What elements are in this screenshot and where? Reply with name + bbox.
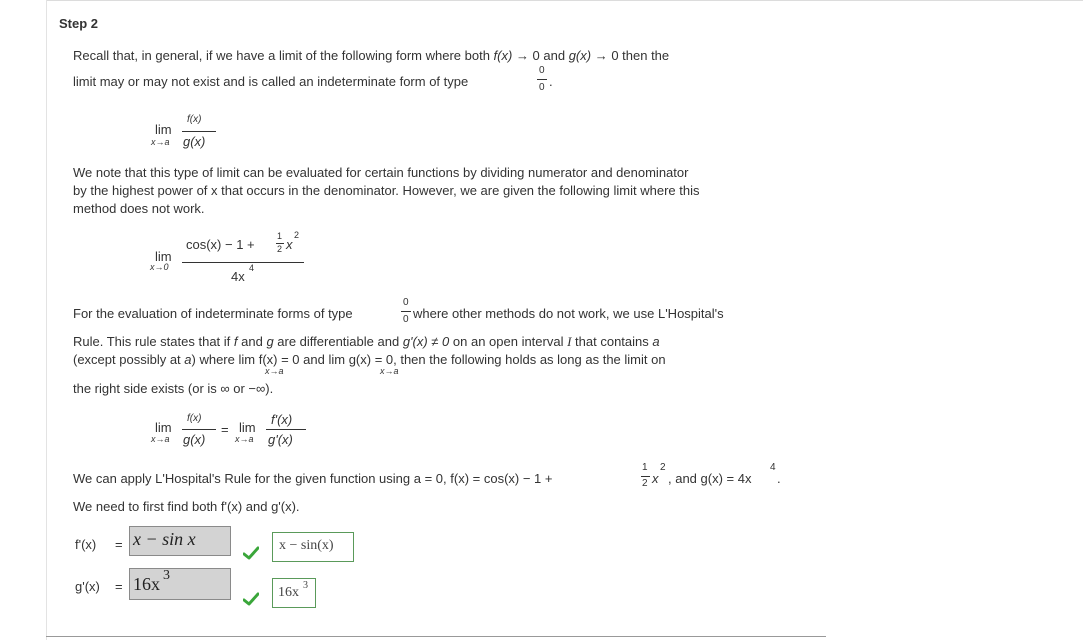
rule-a: a: [652, 334, 660, 349]
intro-line-1: [73, 47, 669, 65]
formula2-half-numerator: 1: [277, 231, 283, 241]
rule-line-2: [73, 333, 660, 351]
rule-a2: a: [184, 352, 192, 367]
note-line-1: We note that this type of limit can be evaluated for certain functions by dividing numerator and denominator: [73, 165, 689, 180]
rule-f: f: [233, 334, 238, 349]
answer-fprime-label: f'(x): [75, 537, 97, 552]
note-line-2: by the highest power of x that occurs in the denominator. However, we are given the following limit where this: [73, 183, 700, 198]
rule-line-3: [73, 351, 666, 369]
formula2-denominator: 4x: [231, 269, 245, 284]
formula1-subscript: x→a: [151, 137, 170, 147]
formula3-denominator-left: g(x): [183, 432, 206, 447]
rule-line-3b: ) where: [191, 352, 239, 367]
formula3-equals: =: [221, 422, 229, 437]
rule-line-1b: where other methods do not work, we use L'Hospital's: [413, 306, 724, 321]
intro-text: Recall that, in general, if we have a limit of the following form where both: [73, 48, 494, 63]
formula2-half-denominator: 2: [277, 244, 283, 254]
need-line: We need to first find both f'(x) and g'(x).: [73, 499, 300, 514]
formula1-numerator: f(x): [187, 114, 202, 125]
formula3-lim-left: lim: [155, 420, 172, 435]
answer-fprime-preview: [272, 532, 354, 562]
rule-lim2-subscript: x→a: [380, 366, 399, 376]
apply-half-denominator: 2: [642, 478, 648, 489]
formula3-numerator-right: f'(x): [271, 412, 293, 427]
bottom-divider: [46, 636, 826, 637]
rule-lim1-tail: f(x) = 0 and: [258, 352, 329, 367]
formula2-x: x: [286, 237, 293, 252]
rule-line-2b: are differentiable and: [273, 334, 403, 349]
intro-type-bar: [537, 79, 547, 80]
apply-assignments: a = 0, f(x) = cos(x) − 1 +: [413, 471, 553, 486]
rule-gprime: g'(x) ≠ 0: [402, 334, 450, 349]
formula3-bar-left: [182, 429, 216, 430]
apply-text-b: , and g(x) = 4x: [668, 471, 752, 486]
formula3-lim-right: lim: [239, 420, 256, 435]
formula3-numerator-left: f(x): [187, 413, 202, 424]
intro-arrow-then: → 0 then the: [591, 48, 670, 63]
rule-line-3a: (except possibly at: [73, 352, 185, 367]
formula2-denominator-exponent: 4: [249, 263, 255, 273]
left-divider: [46, 0, 47, 640]
formula1-lim: lim: [155, 122, 172, 137]
intro-type-denominator: 0: [539, 82, 545, 93]
rule-line-1a: For the evaluation of indeterminate forms of type: [73, 306, 353, 321]
rule-lim1: lim: [238, 352, 256, 367]
formula1-denominator: g(x): [183, 134, 206, 149]
check-icon: [243, 546, 259, 560]
rule-line-2c: on an open interval: [449, 334, 568, 349]
intro-line-2: limit may or may not exist and is called an indeterminate form of type: [73, 74, 469, 89]
formula3-subscript-right: x→a: [235, 434, 254, 444]
apply-period: .: [777, 471, 781, 486]
apply-text-a: We can apply L'Hospital's Rule for the given function using: [73, 471, 414, 486]
rule-lim2: lim: [328, 352, 346, 367]
answer-gprime-preview: [272, 578, 316, 608]
step-title: Step 2: [59, 16, 99, 31]
rule-g: g: [266, 334, 274, 349]
formula2-bar: [182, 262, 304, 263]
answer-gprime-value-exponent: 3: [163, 568, 170, 583]
formula3-subscript-left: x→a: [151, 434, 170, 444]
intro-period: .: [549, 74, 553, 89]
answer-gprime-equals: =: [115, 579, 123, 594]
rule-interval-i: I: [567, 334, 572, 349]
rule-lim1-subscript: x→a: [265, 366, 284, 376]
intro-fx: f(x): [493, 48, 513, 63]
answer-fprime-value: x − sin x: [133, 529, 196, 549]
answer-gprime-value-base: 16x: [133, 574, 160, 594]
apply-half-bar: [641, 476, 650, 477]
answer-gprime-preview-base: 16x: [278, 585, 299, 600]
note-line-3: method does not work.: [73, 201, 205, 216]
rule-line-4: the right side exists (or is ∞ or −∞).: [73, 381, 274, 396]
rule-and: and: [237, 334, 267, 349]
intro-arrow-and: → 0 and: [512, 48, 569, 63]
formula3-bar-right: [266, 429, 306, 430]
intro-gx: g(x): [568, 48, 592, 63]
intro-type-numerator: 0: [539, 65, 545, 76]
answer-gprime-preview-exponent: 3: [303, 580, 308, 591]
apply-half-numerator: 1: [642, 462, 648, 473]
apply-x: x: [652, 471, 659, 486]
formula2-subscript: x→0: [150, 262, 169, 272]
rule-line-2d: that contains: [571, 334, 653, 349]
formula2-lim: lim: [155, 249, 172, 264]
answer-fprime-equals: =: [115, 537, 123, 552]
rule-line-2a: Rule. This rule states that if: [73, 334, 234, 349]
rule-type-numerator: 0: [403, 297, 409, 308]
formula2-numerator: cos(x) − 1 +: [186, 237, 255, 252]
apply-x-exponent: 2: [660, 462, 666, 473]
check-icon: [243, 592, 259, 606]
rule-lim2-tail: g(x) = 0, then the following holds as long as the limit on: [348, 352, 666, 367]
answer-fprime-input[interactable]: [129, 526, 231, 556]
apply-line-a: [73, 470, 552, 488]
top-divider: [46, 0, 1083, 1]
formula3-denominator-right: g'(x): [268, 432, 293, 447]
answer-gprime-label: g'(x): [75, 579, 100, 594]
rule-type-bar: [401, 311, 411, 312]
formula1-bar: [182, 131, 216, 132]
answer-fprime-preview-text: x − sin(x): [279, 538, 334, 553]
rule-type-denominator: 0: [403, 314, 409, 325]
answer-gprime-input[interactable]: [129, 568, 231, 600]
formula2-x-exponent: 2: [294, 230, 300, 240]
apply-g-exponent: 4: [770, 462, 776, 473]
